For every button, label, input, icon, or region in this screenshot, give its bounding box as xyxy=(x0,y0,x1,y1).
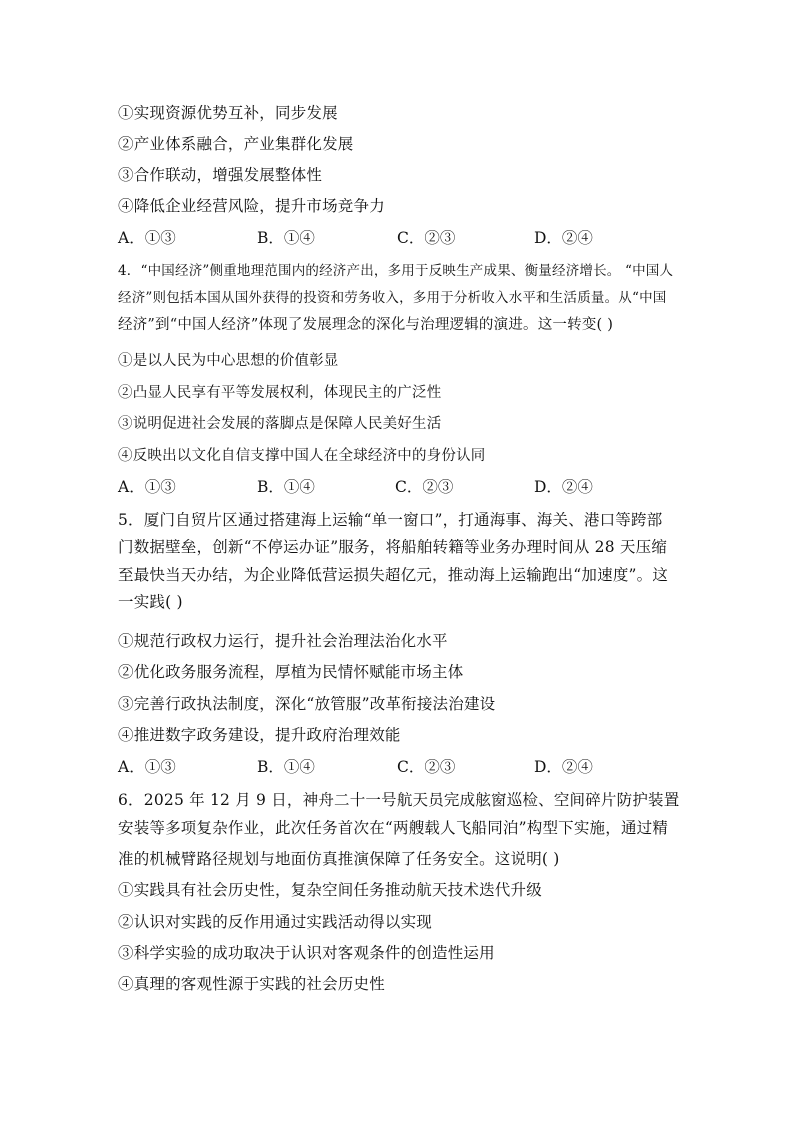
q4-stem-line-2: 经济”则包括本国从国外获得的投资和劳务收入，多用于分析收入水平和生活质量。从“中国 xyxy=(118,290,667,306)
q4-stem-line-3: 经济”到“中国人经济”体现了发展理念的深化与治理逻辑的演进。这一转变( ) xyxy=(118,317,614,333)
q6-option-2: ②认识对实践的反作用通过实践活动得以实现 xyxy=(118,913,433,931)
q3-option-3: ③合作联动，增强发展整体性 xyxy=(118,166,323,184)
q4-stem-line-1: 4．“中国经济”侧重地理范围内的经济产出，多用于反映生产成果、衡量经济增长。 “中国人 xyxy=(118,263,674,279)
q5-stem-line-3: 至最快当天办结，为企业降低营运损失超亿元，推动海上运输跑出“加速度”。这 xyxy=(118,566,669,584)
q3-option-4: ④降低企业经营风险，提升市场竞争力 xyxy=(118,197,385,215)
q4-option-3: ③说明促进社会发展的落脚点是保障人民美好生活 xyxy=(118,416,442,432)
q4-choice-b: B．①④ xyxy=(257,478,315,496)
q5-choice-d: D．②④ xyxy=(534,758,593,776)
q5-stem-line-1: 5．厦门自贸片区通过搭建海上运输“单一窗口”，打通海事、海关、港口等跨部 xyxy=(118,511,663,529)
q6-option-3: ③科学实验的成功取决于认识对客观条件的创造性运用 xyxy=(118,944,495,962)
q3-choice-c: C．②③ xyxy=(397,229,456,247)
q4-option-1: ①是以人民为中心思想的价值彰显 xyxy=(118,353,339,369)
q5-option-1: ①规范行政权力运行，提升社会治理法治化水平 xyxy=(118,632,448,650)
q4-option-2: ②凸显人民享有平等发展权利，体现民主的广泛性 xyxy=(118,385,442,401)
q6-option-4: ④真理的客观性源于实践的社会历史性 xyxy=(118,975,385,993)
q3-choice-d: D．②④ xyxy=(534,229,593,247)
q5-stem-line-4: 一实践( ) xyxy=(118,593,183,611)
q5-choice-c: C．②③ xyxy=(397,758,456,776)
q3-option-1: ①实现资源优势互补，同步发展 xyxy=(118,104,338,122)
q4-choice-a: A．①③ xyxy=(118,478,176,496)
q6-stem-line-1: 6．2025 年 12 月 9 日，神舟二十一号航天员完成舷窗巡检、空间碎片防护装置 xyxy=(118,791,680,809)
q5-stem-line-2: 门数据壁垒，创新“不停运办证”服务，将船舶转籍等业务办理时间从 28 天压缩 xyxy=(118,538,668,556)
q4-option-4: ④反映出以文化自信支撑中国人在全球经济中的身份认同 xyxy=(118,448,486,464)
q5-option-3: ③完善行政执法制度，深化“放管服”改革衔接法治建设 xyxy=(118,695,496,713)
q6-stem-line-3: 准的机械臂路径规划与地面仿真推演保障了任务安全。这说明( ) xyxy=(118,850,560,868)
q5-choice-a: A．①③ xyxy=(118,758,176,776)
q6-stem-line-2: 安装等多项复杂作业，此次任务首次在“两艘载人飞船同泊”构型下实施，通过精 xyxy=(118,819,669,837)
q5-option-2: ②优化政务服务流程，厚植为民情怀赋能市场主体 xyxy=(118,663,464,681)
q5-option-4: ④推进数字政务建设，提升政府治理效能 xyxy=(118,726,401,744)
q4-choice-c: C．②③ xyxy=(395,478,454,496)
q4-choice-d: D．②④ xyxy=(534,478,593,496)
q3-choice-b: B．①④ xyxy=(257,229,315,247)
q6-option-1: ①实践具有社会历史性，复杂空间任务推动航天技术迭代升级 xyxy=(118,881,542,899)
q3-choice-a: A．①③ xyxy=(118,229,176,247)
q3-option-2: ②产业体系融合，产业集群化发展 xyxy=(118,135,354,153)
q5-choice-b: B．①④ xyxy=(257,758,315,776)
